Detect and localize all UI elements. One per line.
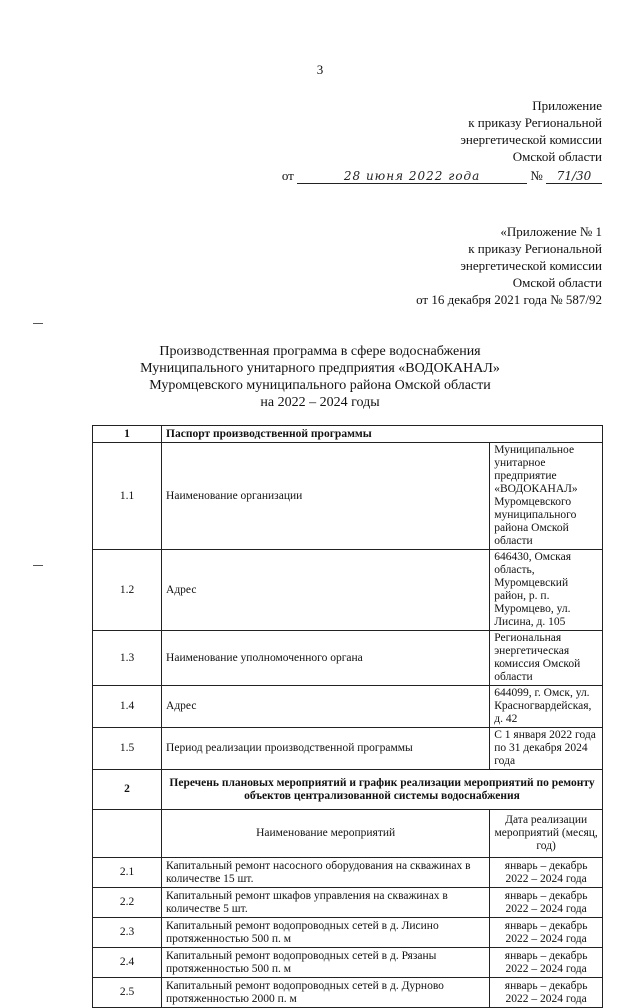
title-line: Муниципального унитарного предприятия «ВОДОКАНАЛ»	[140, 361, 500, 376]
row-name: Капитальный ремонт водопроводных сетей в д. Лисино протяженностью 500 п. м	[162, 918, 490, 948]
row-label: Адрес	[162, 686, 490, 728]
row-number: 1.1	[93, 443, 162, 550]
document-title	[0, 343, 640, 411]
empty-cell	[93, 810, 162, 858]
row-date: январь – декабрь 2022 – 2024 года	[490, 948, 603, 978]
row-label: Наименование организации	[162, 443, 490, 550]
section-header-row	[93, 426, 603, 443]
section-number: 1	[93, 426, 162, 443]
table-row	[93, 728, 603, 770]
table-row	[93, 978, 603, 1008]
row-name: Капитальный ремонт водопроводных сетей в д. Дурново протяженностью 2000 п. м	[162, 978, 490, 1008]
appendix-line: к приказу Региональной	[468, 115, 602, 130]
row-number: 2.3	[93, 918, 162, 948]
appendix-line: энергетической комиссии	[460, 132, 602, 147]
from-label: от	[281, 168, 294, 183]
row-number: 2.1	[93, 858, 162, 888]
row-value: 644099, г. Омск, ул. Красногвардейская, д. 42	[490, 686, 603, 728]
table-row	[93, 550, 603, 631]
appendix-previous	[416, 223, 602, 308]
row-number: 1.5	[93, 728, 162, 770]
row-value: С 1 января 2022 года по 31 декабря 2024 года	[490, 728, 603, 770]
program-table	[92, 425, 603, 1008]
number-label: №	[530, 168, 543, 183]
page-number: 3	[316, 62, 324, 77]
row-number: 2.2	[93, 888, 162, 918]
table-row	[93, 858, 603, 888]
table-row	[93, 686, 603, 728]
section-title: Перечень плановых мероприятий и график реализации мероприятий по ремонту объектов централизованной системы водоснабжения	[162, 770, 603, 810]
row-date: январь – декабрь 2022 – 2024 года	[490, 918, 603, 948]
row-name: Капитальный ремонт шкафов управления на скважинах в количестве 5 шт.	[162, 888, 490, 918]
appendix-line: энергетической комиссии	[460, 258, 602, 273]
row-name: Капитальный ремонт водопроводных сетей в д. Рязаны протяженностью 500 п. м	[162, 948, 490, 978]
title-line: Муромцевского муниципального района Омской области	[149, 378, 491, 393]
row-value: 646430, Омская область, Муромцевский район, р. п. Муромцево, ул. Лисина, д. 105	[490, 550, 603, 631]
handwritten-date: 28 июня 2022 года	[297, 169, 527, 184]
appendix-line: «Приложение № 1	[500, 224, 602, 239]
row-date: январь – декабрь 2022 – 2024 года	[490, 858, 603, 888]
table-row	[93, 888, 603, 918]
appendix-current	[460, 97, 602, 165]
table-row	[93, 631, 603, 686]
row-number: 1.2	[93, 550, 162, 631]
row-label: Наименование уполномоченного органа	[162, 631, 490, 686]
margin-mark	[33, 565, 43, 566]
appendix-line: Омской области	[512, 275, 602, 290]
title-line: на 2022 – 2024 годы	[260, 395, 380, 410]
row-value: Муниципальное унитарное предприятие «ВОДОКАНАЛ» Муромцевского муниципального района Омской области	[490, 443, 603, 550]
appendix-line: к приказу Региональной	[468, 241, 602, 256]
column-header-row	[93, 810, 603, 858]
row-name: Капитальный ремонт насосного оборудования на скважинах в количестве 15 шт.	[162, 858, 490, 888]
section-title: Паспорт производственной программы	[162, 426, 603, 443]
row-number: 2.4	[93, 948, 162, 978]
table-row	[93, 948, 603, 978]
row-label: Период реализации производственной программы	[162, 728, 490, 770]
section-number: 2	[93, 770, 162, 810]
row-label: Адрес	[162, 550, 490, 631]
header-name: Наименование мероприятий	[162, 810, 490, 858]
appendix-line: Омской области	[512, 149, 602, 164]
row-number: 1.4	[93, 686, 162, 728]
margin-mark	[33, 323, 43, 324]
table-row	[93, 443, 603, 550]
header-date: Дата реализации мероприятий (месяц, год)	[490, 810, 603, 858]
row-number: 2.5	[93, 978, 162, 1008]
table-row	[93, 918, 603, 948]
row-number: 1.3	[93, 631, 162, 686]
row-date: январь – декабрь 2022 – 2024 года	[490, 978, 603, 1008]
row-date: январь – декабрь 2022 – 2024 года	[490, 888, 603, 918]
section-header-row	[93, 770, 603, 810]
handwritten-number: 71/30	[546, 169, 602, 184]
appendix-line: от 16 декабря 2021 года № 587/92	[416, 292, 602, 307]
row-value: Региональная энергетическая комиссия Омской области	[490, 631, 603, 686]
appendix-line: Приложение	[532, 98, 602, 113]
title-line: Производственная программа в сфере водоснабжения	[159, 344, 481, 359]
order-date-number	[282, 168, 602, 184]
